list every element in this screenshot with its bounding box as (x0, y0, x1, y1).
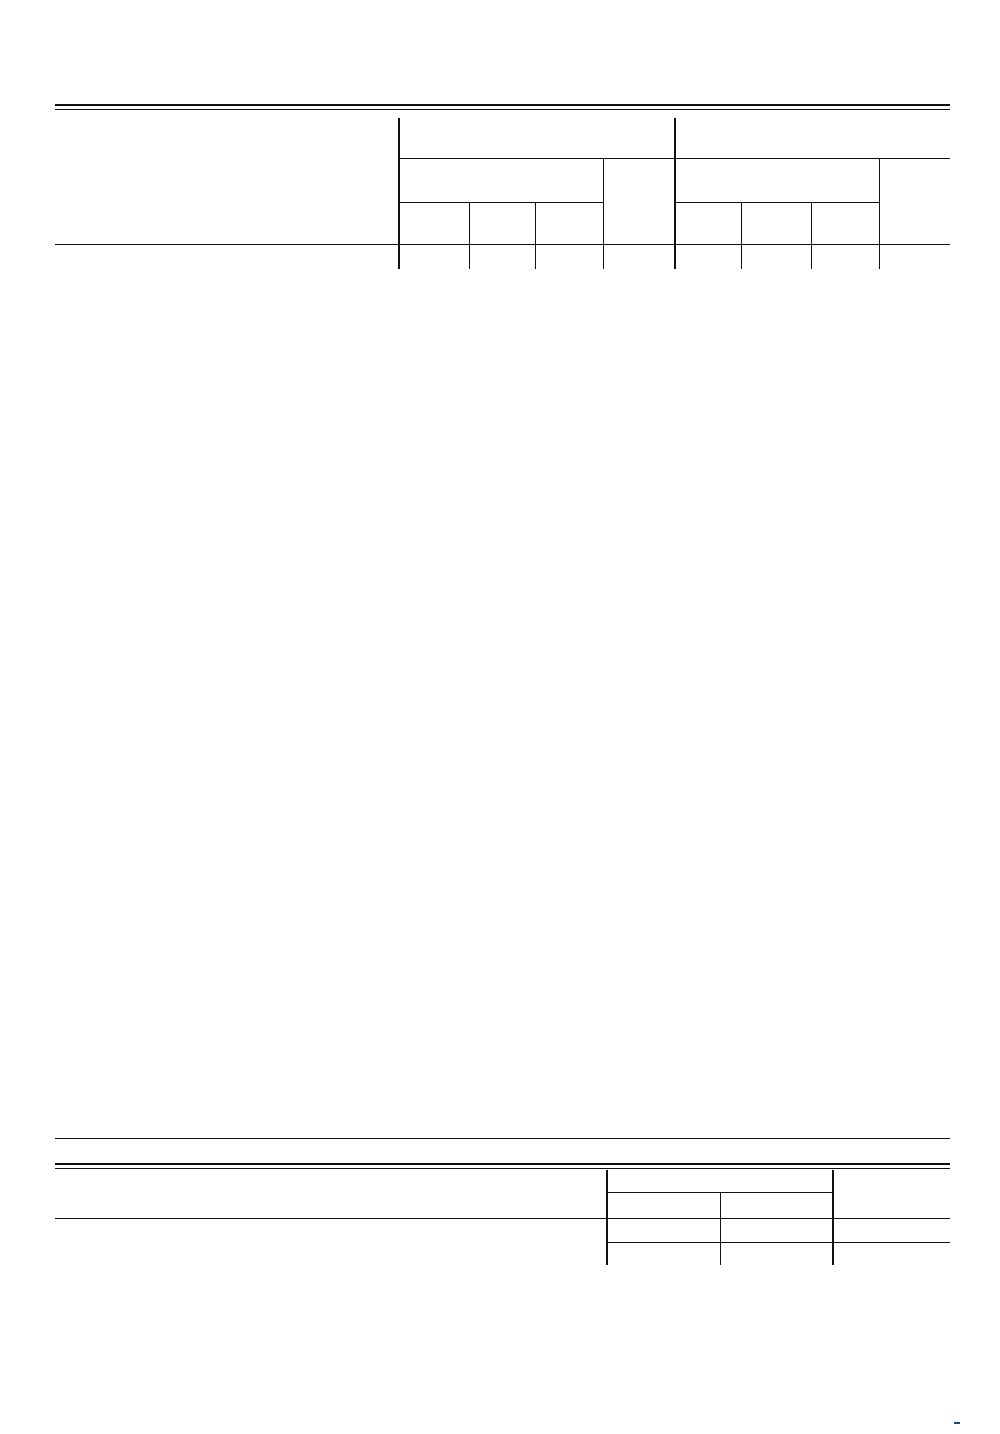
recap-table (55, 1170, 950, 1265)
page-header (88, 58, 950, 84)
rows-top (55, 244, 950, 257)
recap-totals-label (55, 1243, 607, 1265)
spacer-row (55, 1218, 950, 1233)
recap-totaux-header (833, 1170, 950, 1218)
infractions-table (55, 118, 950, 269)
group-police (675, 118, 950, 158)
city-bruxelles (399, 202, 469, 244)
ressort-police (675, 158, 879, 202)
dfg-logo (954, 1422, 960, 1424)
recap-total-correctionnels (607, 1243, 720, 1265)
recap-total-police (720, 1243, 833, 1265)
city-gand (741, 202, 811, 244)
recap-rule-top (55, 1138, 950, 1139)
footer (951, 1414, 960, 1427)
ressort-correctionnels (399, 158, 603, 202)
recap-nature-header (55, 1170, 607, 1218)
section-heading (55, 257, 950, 269)
spacer-row (55, 1233, 950, 1243)
nature-header (55, 118, 399, 244)
header-rule-top (55, 104, 950, 106)
recap-tribunaux-header (607, 1170, 833, 1192)
recap-total-grand (833, 1243, 950, 1265)
recap-rule-1 (55, 1163, 950, 1165)
city-gand (469, 202, 535, 244)
city-liege (811, 202, 879, 244)
trois-ressorts-correctionnels (603, 158, 675, 244)
group-correctionnels (399, 118, 675, 158)
recap-police-header (720, 1192, 833, 1218)
spacer-row (55, 244, 950, 257)
city-liege (535, 202, 603, 244)
table-header (55, 118, 950, 244)
recap-rule-2 (55, 1168, 950, 1169)
recap-totals-row (55, 1243, 950, 1265)
header-rule-bottom (55, 109, 950, 110)
trois-ressorts-police (879, 158, 950, 244)
city-bruxelles (675, 202, 741, 244)
recap-rows (55, 1218, 950, 1233)
recap-correctionnels-header (607, 1192, 720, 1218)
spacer-row (55, 257, 950, 269)
